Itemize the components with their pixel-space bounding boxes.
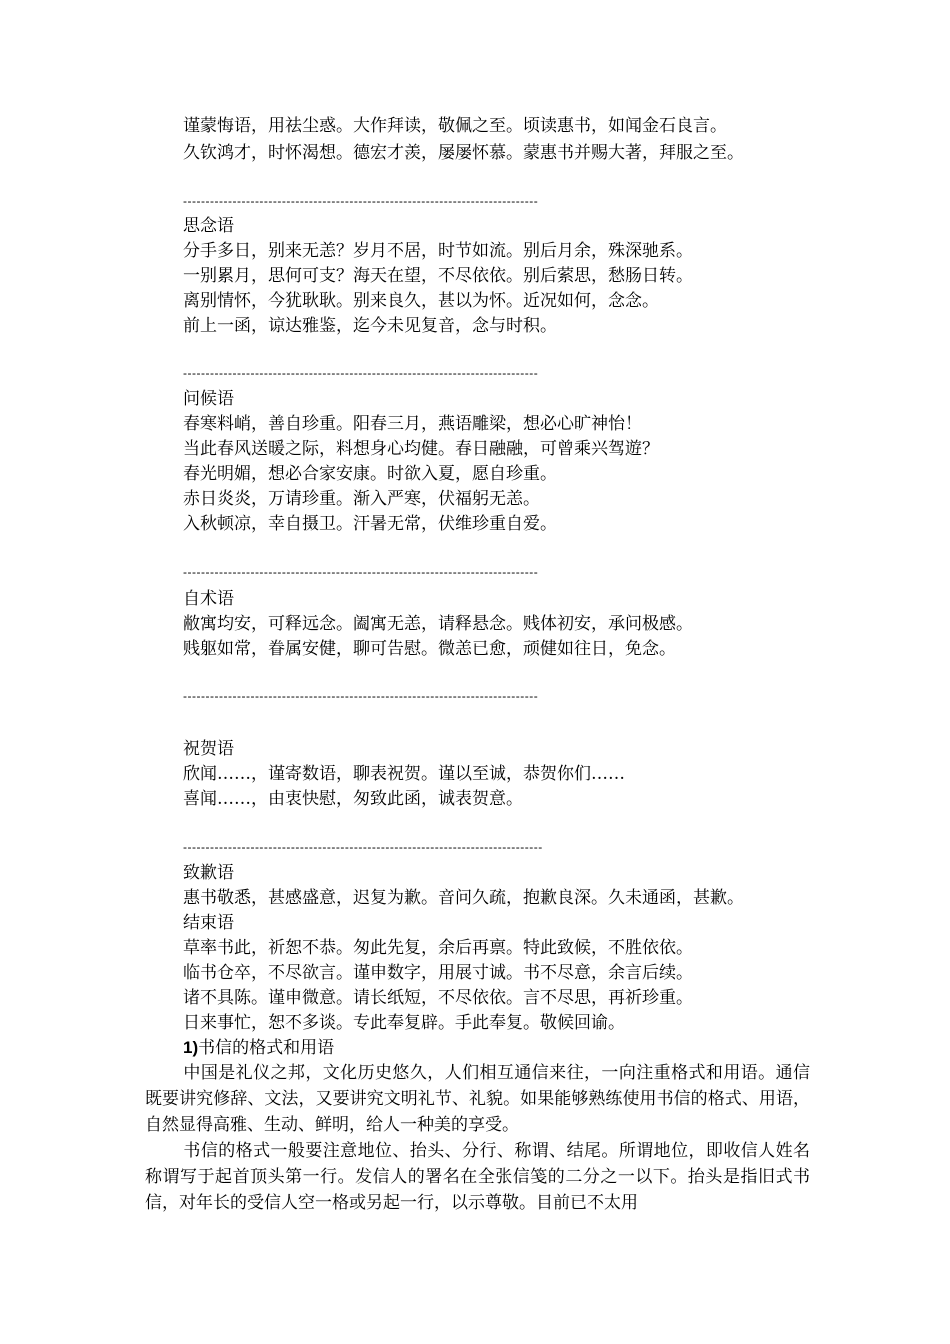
text-line: 草率书此，祈恕不恭。匆此先复，余后再禀。特此致候，不胜依依。 — [183, 938, 693, 958]
separator: -------------------------------------------------------------------------------- — [183, 840, 543, 854]
section-title: 祝贺语 — [183, 739, 234, 759]
section-title: 致歉语 — [183, 863, 234, 883]
paragraph — [145, 1138, 810, 1216]
text-line: 日来事忙，恕不多谈。专此奉复辟。手此奉复。敬候回谕。 — [183, 1013, 625, 1033]
section-title: 问候语 — [183, 389, 234, 409]
text-line: 前上一函，谅达雅鉴，迄今未见复音，念与时积。 — [183, 316, 557, 336]
paragraph — [145, 1060, 810, 1138]
heading-title: 书信的格式和用语 — [198, 1038, 335, 1058]
separator: ------------------------------------------------------------------------------- — [183, 689, 539, 703]
section-title: 结束语 — [183, 913, 234, 933]
paragraph-text: 书信的格式一般要注意地位、抬头、分行、称谓、结尾。所谓地位，即收信人姓名称谓写于起首顶头第一行。发信人的署名在全张信笺的二分之一以下。抬头是指旧式书信，对年长的受信人空一格或另起一行，以示尊敬。目前已不太用 — [145, 1141, 810, 1213]
text-line: 临书仓卒，不尽欲言。谨申数字，用展寸诚。书不尽意，余言后续。 — [183, 963, 693, 983]
text-line: 离别情怀，今犹耿耿。别来良久，甚以为怀。近况如何，念念。 — [183, 291, 659, 311]
text-line: 赤日炎炎，万请珍重。渐入严寒，伏福躬无恙。 — [183, 489, 540, 509]
text-line: 贱躯如常，眷属安健，聊可告慰。微恙已愈，顽健如往日，免念。 — [183, 639, 676, 659]
text-line: 惠书敬悉，甚感盛意，迟复为歉。音问久疏，抱歉良深。久未通函，甚歉。 — [183, 888, 744, 908]
text-line: 久钦鸿才，时怀渴想。德宏才羡，屡屡怀慕。蒙惠书并赐大著，拜服之至。 — [183, 143, 744, 163]
text-line: 欣闻……，谨寄数语，聊表祝贺。谨以至诚，恭贺你们…… — [183, 764, 625, 784]
section-heading — [183, 1036, 334, 1060]
text-line: 一别累月，思何可支？海天在望，不尽依依。别后萦思，愁肠日转。 — [183, 266, 693, 286]
text-line: 谨蒙悔语，用祛尘惑。大作拜读，敬佩之至。顷读惠书，如闻金石良言。 — [183, 116, 727, 136]
text-line: 诸不具陈。谨申微意。请长纸短，不尽依依。言不尽思，再祈珍重。 — [183, 988, 693, 1008]
separator: ------------------------------------------------------------------------------- — [183, 565, 539, 579]
text-line: 春寒料峭，善自珍重。阳春三月，燕语雕梁，想必心旷神怡！ — [183, 414, 642, 434]
section-title: 自术语 — [183, 589, 234, 609]
section-title: 思念语 — [183, 216, 234, 236]
paragraph-text: 中国是礼仪之邦，文化历史悠久，人们相互通信来往，一向注重格式和用语。通信既要讲究修辞、文法，又要讲究文明礼节、礼貌。如果能够熟练使用书信的格式、用语，自然显得高雅、生动、鲜明，给人一种美的享受。 — [145, 1063, 810, 1135]
text-line: 入秋顿凉，幸自摄卫。汗暑无常，伏维珍重自爱。 — [183, 514, 557, 534]
text-line: 敝寓均安，可释远念。阖寓无恙，请释悬念。贱体初安，承问极感。 — [183, 614, 693, 634]
separator: ------------------------------------------------------------------------------- — [183, 366, 539, 380]
text-line: 分手多日，别来无恙？岁月不居，时节如流。别后月余，殊深驰系。 — [183, 241, 693, 261]
text-line: 当此春风送暖之际，料想身心均健。春日融融，可曾乘兴驾遊？ — [183, 439, 659, 459]
heading-number: 1) — [183, 1038, 199, 1057]
text-line: 喜闻……，由衷快慰，匆致此函，诚表贺意。 — [183, 789, 523, 809]
separator: ------------------------------------------------------------------------------- — [183, 194, 539, 208]
text-line: 春光明媚，想必合家安康。时欲入夏，愿自珍重。 — [183, 464, 557, 484]
